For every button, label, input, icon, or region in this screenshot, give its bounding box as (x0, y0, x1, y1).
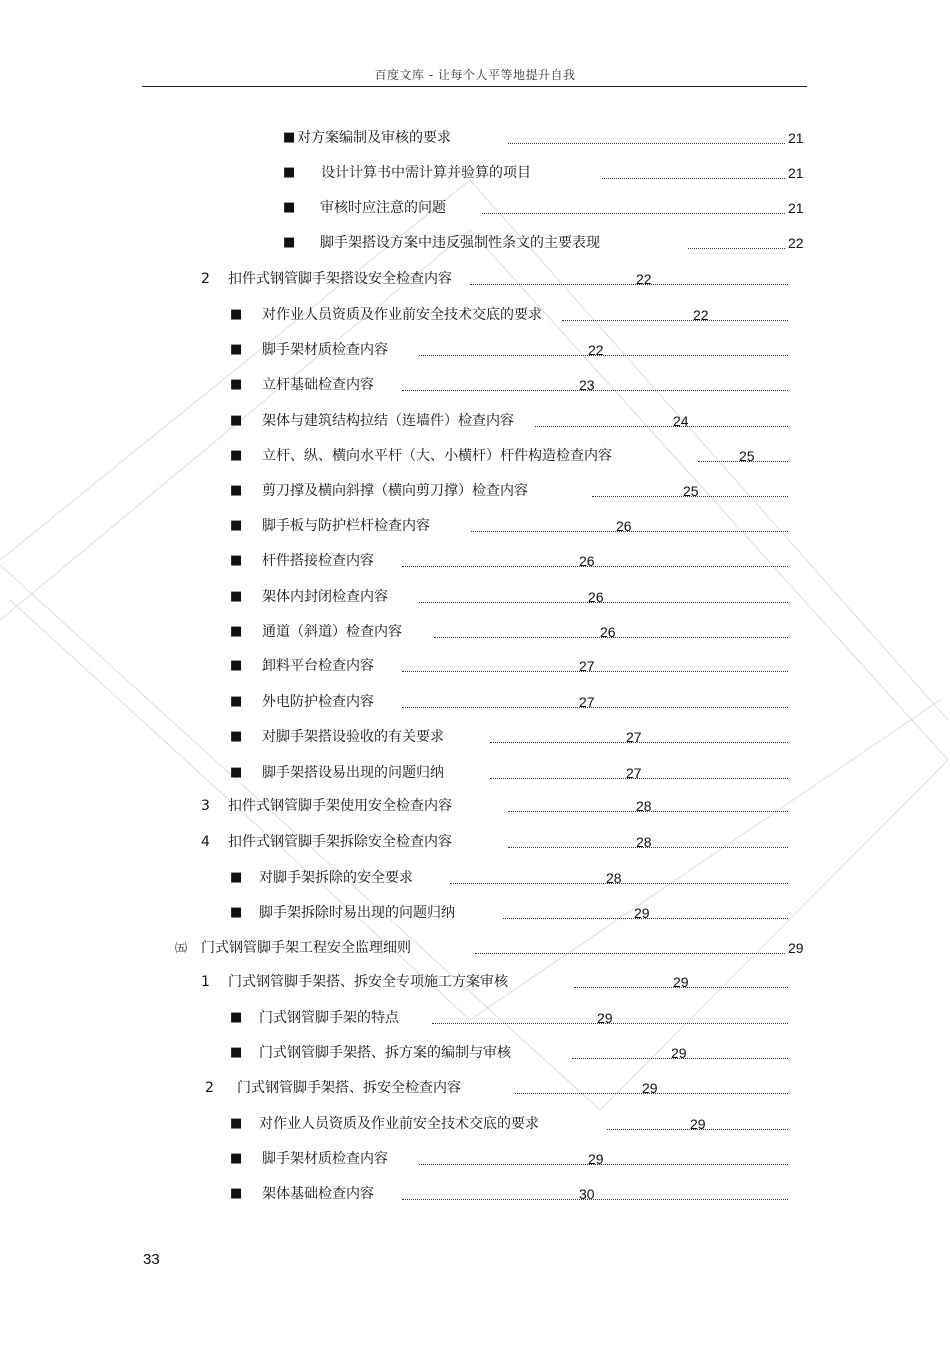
toc-entry[interactable] (0, 550, 950, 572)
bullet-icon: ■ (283, 165, 296, 180)
bullet-icon: ■ (283, 235, 296, 250)
bullet-icon: ■ (230, 1116, 243, 1131)
bullet-icon: ■ (283, 130, 296, 145)
bullet-icon: ■ (230, 765, 243, 780)
toc-entry-title: 对脚手架搭设验收的有关要求 (262, 729, 444, 745)
toc-entry-title: 脚手架搭设方案中违反强制性条文的主要表现 (320, 235, 600, 251)
toc-entry[interactable] (0, 515, 950, 537)
toc-page-number: 30 (579, 1186, 595, 1202)
bullet-icon: ■ (230, 342, 243, 357)
toc-entry-title: 脚手架拆除时易出现的问题归纳 (259, 905, 455, 921)
toc-entry-title: 对方案编制及审核的要求 (297, 130, 451, 146)
bullet-icon: ■ (230, 377, 243, 392)
toc-page-number: 21 (788, 165, 804, 181)
bullet-icon: ■ (230, 905, 243, 920)
toc-entry[interactable] (0, 480, 950, 502)
toc-page-number: 27 (579, 658, 595, 674)
toc-entry[interactable] (0, 127, 950, 149)
dot-leader (402, 390, 788, 391)
toc-entry[interactable] (0, 304, 950, 326)
toc-entry[interactable] (0, 937, 950, 959)
toc-entry-title: 对脚手架拆除的安全要求 (259, 870, 413, 886)
toc-page-number: 24 (673, 413, 689, 429)
toc-entry-title: 脚手架材质检查内容 (262, 1151, 388, 1167)
toc-page-number: 21 (788, 200, 804, 216)
toc-entry[interactable] (0, 1007, 950, 1029)
toc-page-number: 22 (636, 271, 652, 287)
toc-page-number: 22 (788, 235, 804, 251)
bullet-icon: ■ (230, 1186, 243, 1201)
bullet-icon: ■ (230, 307, 243, 322)
toc-entry-title: 脚手架搭设易出现的问题归纳 (262, 765, 444, 781)
page-number: 33 (143, 1251, 160, 1268)
toc-page-number: 26 (616, 518, 632, 534)
toc-entry[interactable] (0, 162, 950, 184)
toc-entry-title: 剪刀撑及横向斜撑（横向剪刀撑）检查内容 (262, 483, 528, 499)
toc-entry-title: 架体内封闭检查内容 (262, 589, 388, 605)
toc-page-number: 22 (693, 307, 709, 323)
section-number: ㈤ (175, 941, 188, 955)
toc-entry-title: 设计计算书中需计算并验算的项目 (321, 165, 531, 181)
toc-entry[interactable] (0, 655, 950, 677)
toc-page-number: 27 (626, 729, 642, 745)
bullet-icon: ■ (230, 518, 243, 533)
toc-entry-title: 门式钢管脚手架搭、拆安全检查内容 (237, 1080, 461, 1096)
bullet-icon: ■ (230, 870, 243, 885)
section-number: 1 (201, 974, 210, 990)
toc-entry[interactable] (0, 621, 950, 643)
bullet-icon: ■ (230, 1045, 243, 1060)
toc-entry-title: 架体基础检查内容 (262, 1186, 374, 1202)
toc-page-number: 26 (600, 624, 616, 640)
dot-leader (475, 953, 785, 954)
bullet-icon: ■ (283, 200, 296, 215)
dot-leader (402, 1199, 788, 1200)
toc-page-number: 26 (588, 589, 604, 605)
toc-page-number: 28 (636, 798, 652, 814)
dot-leader (688, 248, 785, 249)
bullet-icon: ■ (230, 589, 243, 604)
section-number: 2 (205, 1080, 214, 1096)
toc-entry-title: 通道（斜道）检查内容 (262, 624, 402, 640)
toc-entry[interactable] (0, 232, 950, 254)
toc-entry-title: 脚手架材质检查内容 (262, 342, 388, 358)
toc-page-number: 26 (579, 553, 595, 569)
toc-page-number: 29 (673, 974, 689, 990)
dot-leader (602, 178, 785, 179)
toc-page-number: 25 (683, 483, 699, 499)
bullet-icon: ■ (230, 658, 243, 673)
toc-entry-title: 对作业人员资质及作业前安全技术交底的要求 (262, 307, 542, 323)
toc-entry[interactable] (0, 1042, 950, 1064)
toc-entry[interactable] (0, 1113, 950, 1135)
bullet-icon: ■ (230, 1151, 243, 1166)
toc-entry[interactable] (0, 445, 950, 467)
toc-entry[interactable] (0, 867, 950, 889)
bullet-icon: ■ (230, 448, 243, 463)
toc-entry-title: 审核时应注意的问题 (320, 200, 446, 216)
dot-leader (535, 426, 788, 427)
toc-entry[interactable] (0, 1148, 950, 1170)
toc-entry[interactable] (0, 197, 950, 219)
bullet-icon: ■ (230, 413, 243, 428)
toc-entry-title: 对作业人员资质及作业前安全技术交底的要求 (259, 1116, 539, 1132)
toc-page-number: 21 (788, 130, 804, 146)
toc-page-number: 28 (636, 834, 652, 850)
toc-entry-title: 扣件式钢管脚手架搭设安全检查内容 (228, 271, 452, 287)
toc-entry[interactable] (0, 902, 950, 924)
bullet-icon: ■ (230, 729, 243, 744)
toc-page-number: 29 (588, 1151, 604, 1167)
toc-entry-title: 立杆基础检查内容 (262, 377, 374, 393)
dot-leader (562, 320, 788, 321)
toc-page-number: 27 (579, 694, 595, 710)
bullet-icon: ■ (230, 1010, 243, 1025)
toc-entry[interactable] (0, 1183, 950, 1205)
section-number: 2 (201, 271, 210, 287)
toc-entry-title: 扣件式钢管脚手架使用安全检查内容 (228, 798, 452, 814)
toc-entry[interactable] (0, 586, 950, 608)
toc-page-number: 29 (597, 1010, 613, 1026)
dot-leader (482, 213, 785, 214)
dot-leader (402, 671, 788, 672)
toc-page-number: 29 (671, 1045, 687, 1061)
bullet-icon: ■ (230, 694, 243, 709)
toc-entry[interactable] (0, 762, 950, 784)
toc-entry-title: 外电防护检查内容 (262, 694, 374, 710)
toc-entry-title: 门式钢管脚手架搭、拆方案的编制与审核 (259, 1045, 511, 1061)
page-header: 百度文库 - 让每个人平等地提升自我 (374, 68, 576, 82)
toc-page-number: 28 (606, 870, 622, 886)
toc-entry-title: 架体与建筑结构拉结（连墙件）检查内容 (262, 413, 514, 429)
dot-leader (470, 284, 788, 285)
bullet-icon: ■ (230, 624, 243, 639)
toc-entry[interactable] (0, 726, 950, 748)
toc-page-number: 29 (634, 905, 650, 921)
toc-entry-title: 杆件搭接检查内容 (262, 553, 374, 569)
dot-leader (402, 707, 788, 708)
toc-entry-title: 门式钢管脚手架的特点 (259, 1010, 399, 1026)
bullet-icon: ■ (230, 553, 243, 568)
toc-page-number: 25 (739, 448, 755, 464)
dot-leader (508, 143, 785, 144)
toc-page-number: 23 (579, 377, 595, 393)
toc-entry[interactable] (0, 374, 950, 396)
toc-entry[interactable] (0, 971, 950, 993)
toc-entry-title: 卸料平台检查内容 (262, 658, 374, 674)
toc-entry-title: 扣件式钢管脚手架拆除安全检查内容 (228, 834, 452, 850)
toc-entry[interactable] (0, 339, 950, 361)
dot-leader (402, 566, 788, 567)
section-number: 4 (201, 834, 210, 850)
toc-page-number: 29 (788, 940, 804, 956)
toc-entry-title: 门式钢管脚手架搭、拆安全专项施工方案审核 (228, 974, 508, 990)
toc-page-number: 29 (642, 1080, 658, 1096)
toc-entry[interactable] (0, 268, 950, 290)
toc-entry-title: 门式钢管脚手架工程安全监理细则 (201, 940, 411, 956)
toc-page-number: 29 (690, 1116, 706, 1132)
section-number: 3 (201, 798, 210, 814)
toc-entry[interactable] (0, 691, 950, 713)
toc-entry[interactable] (0, 410, 950, 432)
toc-entry[interactable] (0, 831, 950, 853)
toc-entry[interactable] (0, 795, 950, 817)
toc-page-number: 22 (588, 342, 604, 358)
bullet-icon: ■ (230, 483, 243, 498)
toc-entry-title: 脚手板与防护栏杆检查内容 (262, 518, 430, 534)
toc-entry-title: 立杆、纵、横向水平杆（大、小横杆）杆件构造检查内容 (262, 448, 612, 464)
toc-entry[interactable] (0, 1077, 950, 1099)
toc-page-number: 27 (626, 765, 642, 781)
